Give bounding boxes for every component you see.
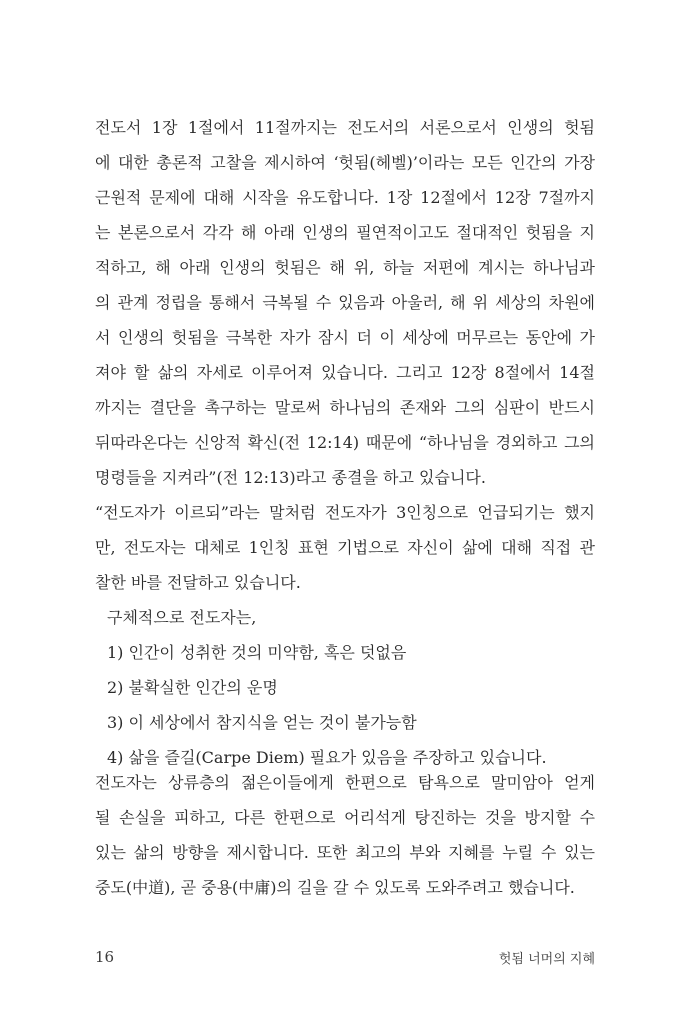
paragraph-line: 서 인생의 헛됨을 극복한 자가 잠시 더 이 세상에 머무르는 동안에 가 bbox=[95, 328, 595, 347]
page-number: 16 bbox=[95, 948, 115, 966]
paragraph-line: 까지는 결단을 촉구하는 말로써 하나님의 존재와 그의 심판이 반드시 bbox=[95, 398, 595, 417]
paragraph-line: 의 관계 정립을 통해서 극복될 수 있음과 아울러, 해 위 세상의 차원에 bbox=[95, 293, 595, 312]
page-footer bbox=[95, 948, 595, 968]
paragraph-purpose bbox=[95, 765, 595, 905]
list-item: 1) 인간이 성취한 것의 미약함, 혹은 덧없음 bbox=[107, 643, 407, 662]
running-title: 헛됨 너머의 지혜 bbox=[498, 952, 595, 967]
paragraph-narrator bbox=[95, 495, 595, 600]
paragraph-line: 전도서 1장 1절에서 11절까지는 전도서의 서론으로서 인생의 헛됨 bbox=[95, 118, 595, 137]
paragraph-line: 명령들을 지켜라”(전 12:13)라고 종결을 하고 있습니다. bbox=[95, 468, 486, 487]
paragraph-line: 져야 할 삶의 자세로 이루어져 있습니다. 그리고 12장 8절에서 14절 bbox=[95, 363, 595, 382]
paragraph-line: “전도자가 이르되”라는 말처럼 전도자가 3인칭으로 언급되기는 했지 bbox=[95, 503, 595, 522]
list-item: 2) 불확실한 인간의 운명 bbox=[107, 678, 278, 697]
paragraph-line: 전도자는 상류층의 젊은이들에게 한편으로 탐욕으로 말미암아 얻게 bbox=[95, 773, 595, 792]
paragraph-line: 는 본론으로서 각각 해 아래 인생의 필연적이고도 절대적인 헛됨을 지 bbox=[95, 223, 595, 242]
paragraph-structure-overview bbox=[95, 110, 595, 495]
paragraph-line: 에 대한 총론적 고찰을 제시하여 ‘헛됨(헤벨)’이라는 모든 인간의 가장 bbox=[95, 153, 595, 172]
paragraph-line: 찰한 바를 전달하고 있습니다. bbox=[95, 573, 301, 592]
list-item: 3) 이 세상에서 참지식을 얻는 것이 불가능함 bbox=[107, 713, 417, 732]
paragraph-line: 근원적 문제에 대해 시작을 유도합니다. 1장 12절에서 12장 7절까지 bbox=[95, 188, 595, 207]
paragraph-line: 뒤따라온다는 신앙적 확신(전 12:14) 때문에 “하나님을 경외하고 그의 bbox=[95, 433, 595, 452]
list-intro: 구체적으로 전도자는, bbox=[107, 608, 257, 627]
paragraph-line: 적하고, 해 아래 인생의 헛됨은 해 위, 하늘 저편에 계시는 하나님과 bbox=[95, 258, 595, 277]
list-item: 4) 삶을 즐길(Carpe Diem) 필요가 있음을 주장하고 있습니다. bbox=[107, 748, 547, 767]
paragraph-line: 중도(中道), 곧 중용(中庸)의 길을 갈 수 있도록 도와주려고 했습니다. bbox=[95, 878, 575, 897]
paragraph-line: 있는 삶의 방향을 제시합니다. 또한 최고의 부와 지혜를 누릴 수 있는 bbox=[95, 843, 595, 862]
claims-list bbox=[95, 600, 595, 775]
paragraph-line: 될 손실을 피하고, 다른 한편으로 어리석게 탕진하는 것을 방지할 수 bbox=[95, 808, 595, 827]
paragraph-line: 만, 전도자는 대체로 1인칭 표현 기법으로 자신이 삶에 대해 직접 관 bbox=[95, 538, 595, 557]
